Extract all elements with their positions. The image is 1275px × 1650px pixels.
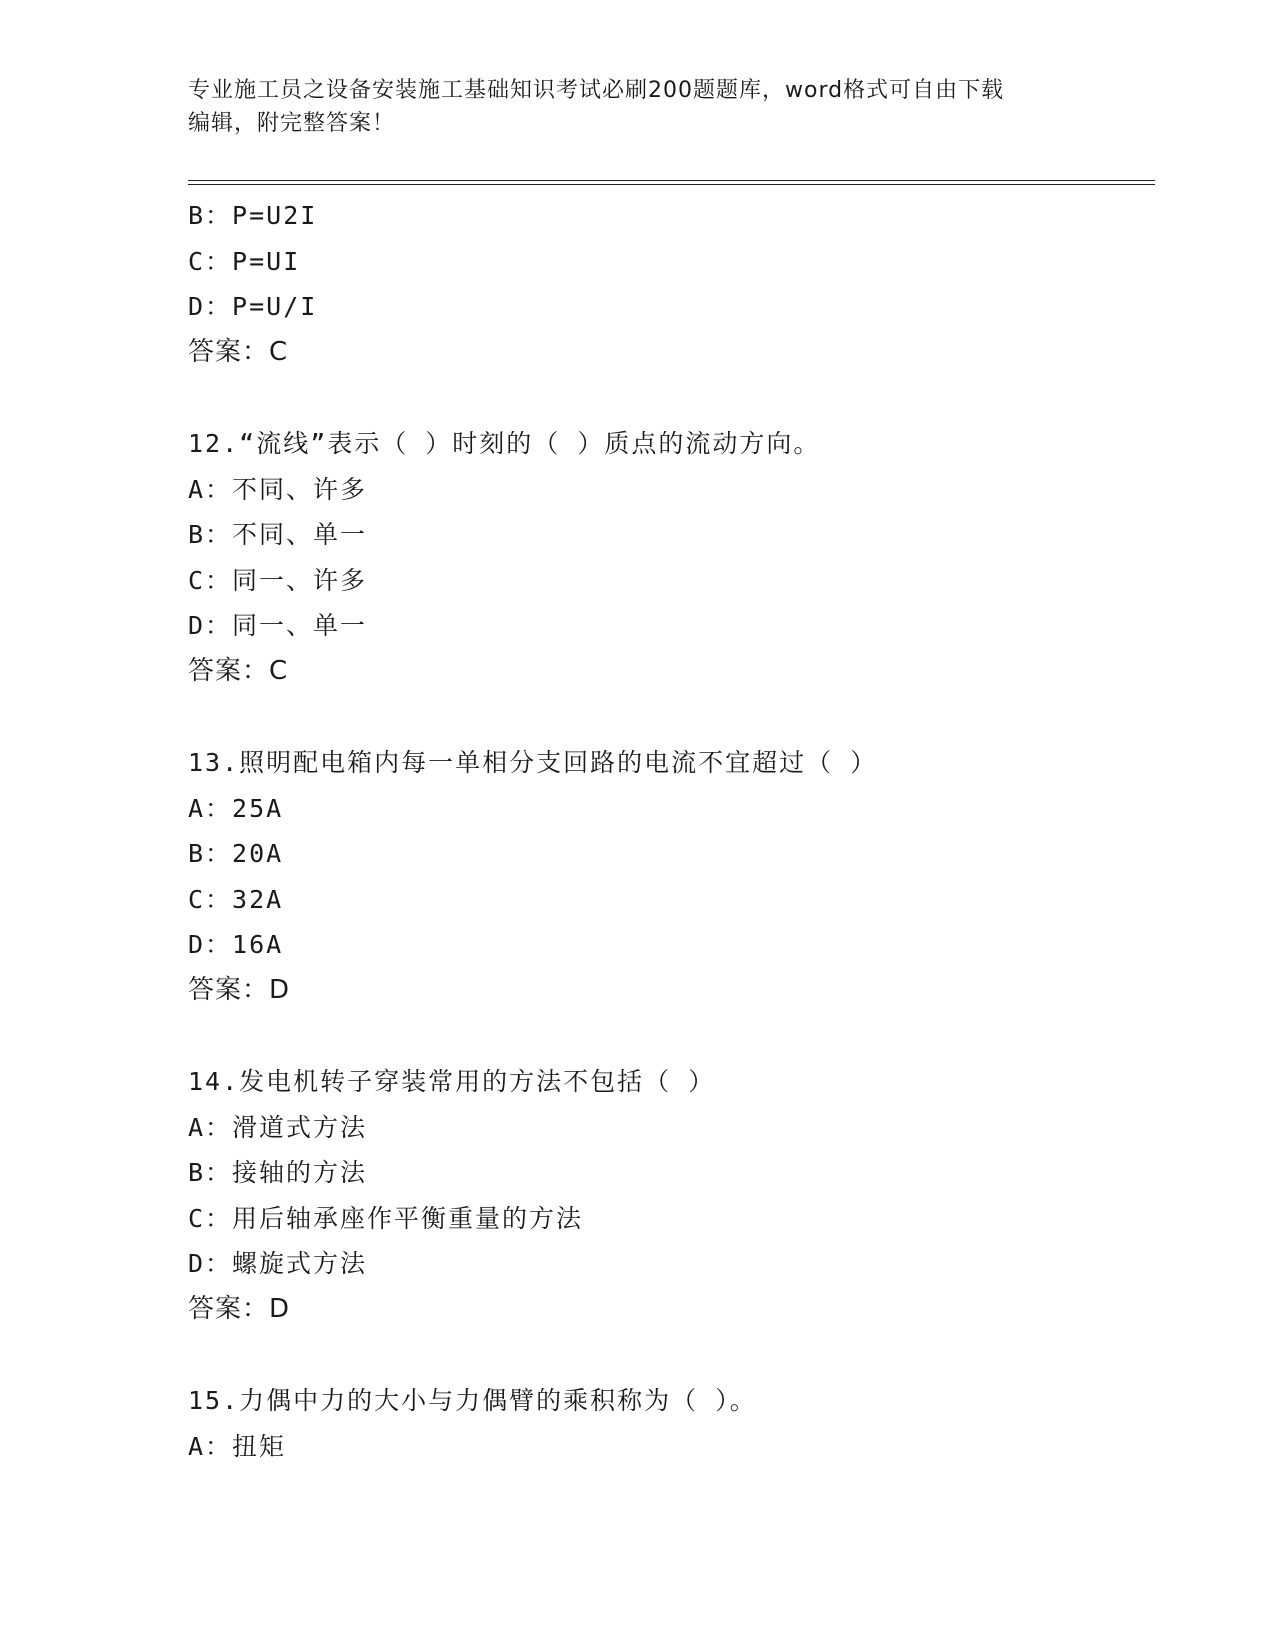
header-line-2: 编辑，附完整答案！ xyxy=(188,111,396,136)
answer-line: 答案：C xyxy=(188,336,289,367)
option-c: C：32A xyxy=(188,884,284,914)
question-12 xyxy=(188,421,1148,694)
question-13 xyxy=(188,740,1148,1013)
option-d: D：同一、单一 xyxy=(188,611,368,640)
option-d: D：P=U/I xyxy=(188,292,318,321)
document-header xyxy=(188,74,1088,140)
option-d: D：16A xyxy=(188,930,284,959)
option-b: B：P=U2I xyxy=(188,201,318,230)
answer-line: 答案：D xyxy=(188,1293,291,1324)
option-a: A：滑道式方法 xyxy=(188,1112,368,1142)
question-title: 13.照明配电箱内每一单相分支回路的电流不宜超过（ ） xyxy=(188,748,878,777)
question-title: 15.力偶中力的大小与力偶臂的乘积称为（ ）。 xyxy=(188,1386,757,1415)
document-body xyxy=(188,193,1148,1469)
option-a: A：25A xyxy=(188,793,284,823)
header-divider-bottom xyxy=(188,184,1155,185)
question-title: 12.“流线”表示（ ）时刻的（ ）质点的流动方向。 xyxy=(188,429,821,458)
option-b: B：不同、单一 xyxy=(188,520,368,549)
header-line-1: 专业施工员之设备安装施工基础知识考试必刷200题题库，word格式可自由下载 xyxy=(188,78,1005,103)
question-title: 14.发电机转子穿装常用的方法不包括（ ） xyxy=(188,1067,716,1096)
option-a: A：扭矩 xyxy=(188,1431,287,1461)
option-a: A：不同、许多 xyxy=(188,474,368,504)
question-15 xyxy=(188,1378,1148,1469)
answer-line: 答案：C xyxy=(188,655,289,686)
option-c: C：P=UI xyxy=(188,246,301,276)
option-c: C：同一、许多 xyxy=(188,565,368,595)
header-divider-top xyxy=(188,180,1155,181)
option-c: C：用后轴承座作平衡重量的方法 xyxy=(188,1203,584,1233)
option-d: D：螺旋式方法 xyxy=(188,1249,368,1278)
question-11-continued xyxy=(188,193,1148,375)
option-b: B：20A xyxy=(188,839,284,868)
question-14 xyxy=(188,1059,1148,1332)
option-b: B：接轴的方法 xyxy=(188,1158,368,1187)
answer-line: 答案：D xyxy=(188,974,291,1005)
